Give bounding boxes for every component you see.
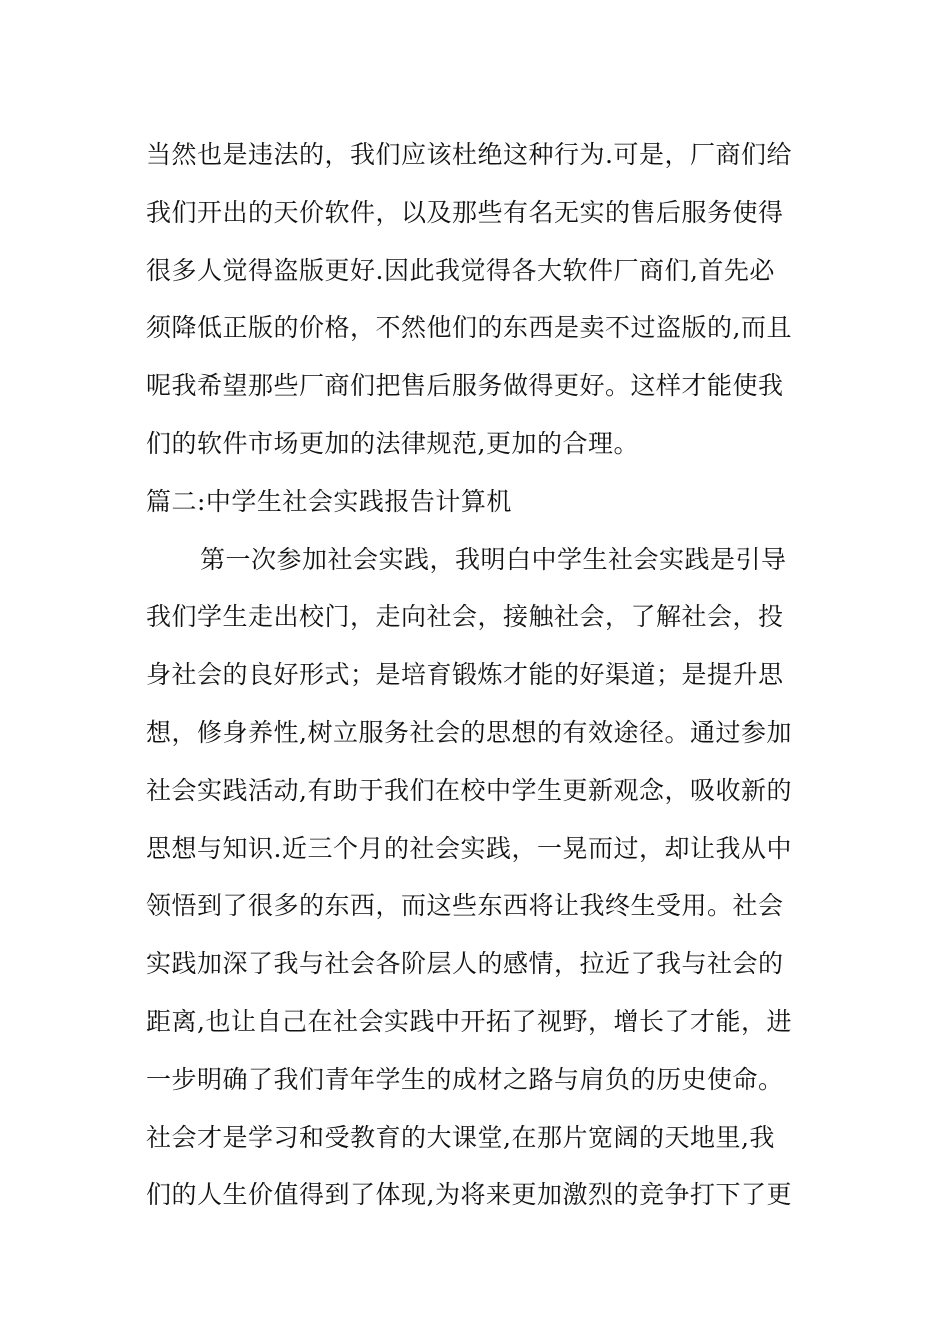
paragraph-line: 社会实践活动,有助于我们在校中学生更新观念，吸收新的 <box>146 775 792 805</box>
paragraph-line: 们的软件市场更加的法律规范,更加的合理。 <box>146 428 639 458</box>
paragraph-line: 须降低正版的价格，不然他们的东西是卖不过盗版的,而且 <box>146 313 792 343</box>
paragraph-line: 我们学生走出校门，走向社会，接触社会，了解社会，投 <box>146 602 784 632</box>
paragraph-line: 们的人生价值得到了体现,为将来更加激烈的竞争打下了更 <box>146 1180 792 1210</box>
paragraph-line: 当然也是违法的，我们应该杜绝这种行为.可是，厂商们给 <box>146 140 792 169</box>
paragraph-line: 社会才是学习和受教育的大课堂,在那片宽阔的天地里,我 <box>146 1122 775 1152</box>
paragraph-line: 实践加深了我与社会各阶层人的感情，拉近了我与社会的 <box>146 949 784 979</box>
paragraph-line: 想，修身养性,树立服务社会的思想的有效途径。通过参加 <box>146 717 792 747</box>
paragraph-line: 距离,也让自己在社会实践中开拓了视野，增长了才能，进 <box>146 1006 792 1036</box>
section-heading: 篇二:中学生社会实践报告计算机 <box>146 486 512 516</box>
paragraph-line: 我们开出的天价软件，以及那些有名无实的售后服务使得 <box>146 197 784 227</box>
paragraph-line: 呢我希望那些厂商们把售后服务做得更好。这样才能使我 <box>146 371 784 401</box>
document-body <box>146 126 806 1224</box>
paragraph-line: 思想与知识.近三个月的社会实践，一晃而过，却让我从中 <box>146 833 792 863</box>
paragraph-line: 第一次参加社会实践，我明白中学生社会实践是引导 <box>200 544 787 574</box>
paragraph-line: 一步明确了我们青年学生的成材之路与肩负的历史使命。 <box>146 1064 784 1094</box>
paragraph-line: 领悟到了很多的东西，而这些东西将让我终生受用。社会 <box>146 891 784 921</box>
paragraph-line: 很多人觉得盗版更好.因此我觉得各大软件厂商们,首先必 <box>146 255 775 285</box>
paragraph-line: 身社会的良好形式；是培育锻炼才能的好渠道；是提升思 <box>146 660 784 690</box>
